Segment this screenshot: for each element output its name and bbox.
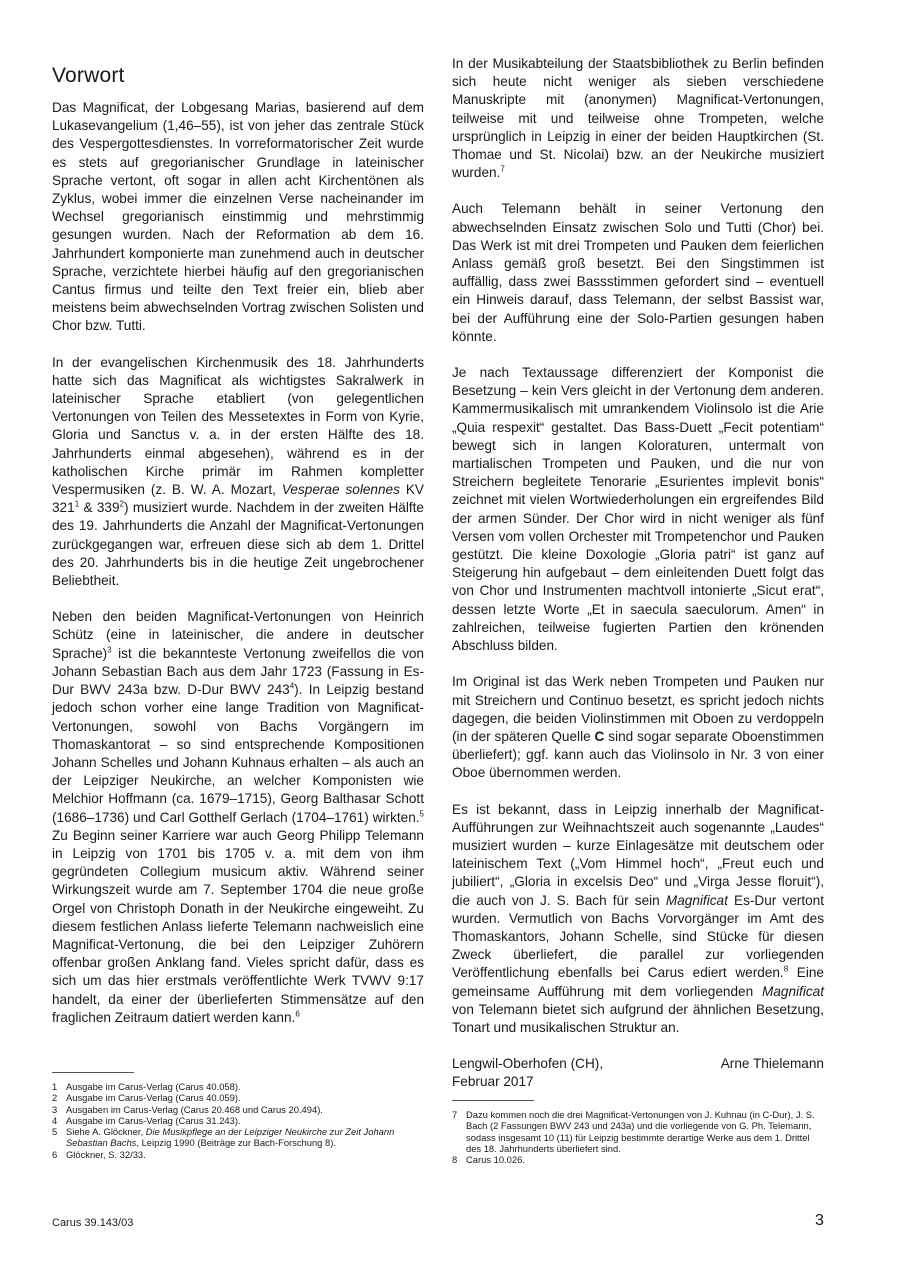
paragraph-1: Das Magnificat, der Lobgesang Marias, basierend auf dem Lukasevangelium (1,46–55), ist von jeher das zentrale Stück des Vespergottesdienstes. In vorreformatorischer Zeit wurde es stets auf gregorianischer Grundlage in lateinischer Sprache vertont, oft sogar in allen acht Kirchentönen als Zyklus, wobei immer die einzelnen Verse nacheinander im Wechsel gregorianisch einstimmig und mehrstimmig gesungen wurden. Nach der Reformation ab dem 16. Jahrhundert komponierte man zunehmend auch in deutscher Sprache, verzichtete hierbei häufig auf den gregorianischen Cantus firmus und teilte den Text freier ein, blieb aber meistens beim abwechselnden Vortrag zwischen Solisten und Chor bzw. Tutti. — [52, 100, 424, 334]
paragraph-2: In der evangelischen Kirchenmusik des 18. Jahrhunderts hatte sich das Magnificat als wichtigstes Sakralwerk in lateinischer Sprache etabliert (von gelegentlichen Vertonungen von Teilen des Messetextes in Form von Kyrie, Gloria und Sanctus v. a. in der ersten Hälfte des 18. Jahrhunderts einmal abgesehen), während es in der katholischen Kirche primär im Rahmen kompletter Vespermusiken (z. B. W. A. Mozart, Vesperae solennes KV $321^1$ & $339^2$) musiziert wurde. Nachdem in der zweiten Hälfte des 19. Jahrhunderts die Anzahl der Magnificat-Vertonungen zurückgegangen war, erfreuen diese sich ab dem 1. Drittel des 20. Jahrhunderts bis in die heutige Zeit ungebrochener Beliebtheit. — [52, 354, 424, 589]
footnote-ref[interactable]: 2 — [119, 499, 124, 509]
footnote-divider-right — [452, 1100, 534, 1101]
signature-date: Februar 2017 — [452, 1074, 534, 1090]
footnote: 2 Ausgabe im Carus-Verlag (Carus 40.059). — [52, 1092, 241, 1104]
footnote-ref[interactable]: 8 — [783, 964, 789, 974]
footnote: 7 Dazu kommen noch die drei Magnificat-Vertonungen von J. Kuhnau (in C-Dur), J. S. Bach (2 Fassungen BWV 243 und 243a) und die vorliegende von G. Ph. Telemann, sodass insgesamt 10 (11) für Leipzig bestimmte derartige Werke aus dem 1. Drittel des 18. Jahrhunderts überliefert sind. — [452, 1109, 815, 1154]
paragraph-3: Neben den beiden Magnificat-Vertonungen von Heinrich Schütz (eine in lateinischer, die andere in deutscher Sprache)$^3$ ist die bekannteste Vertonung zweifellos die von Johann Sebastian Bach aus dem Jahr 1723 (Fassung in Es-Dur BWV 243a bzw. D-Dur BWV $243^4$). In Leipzig bestand jedoch schon vorher eine lange Tradition von Magnificat-Vertonungen, sowohl von Bachs Vorgängern im Thomaskantorat – so sind entsprechende Kompositionen Johann Schelles und Johann Kuhnaus erhalten – als auch an der Leipziger Neukirche, an welcher Komponisten wie Melchior Hoffmann (ca. 1679–1715), Georg Balthasar Schott (1686–1736) und Carl Gotthelf Gerlach (1704–1761) wirkten.$^5$ Zu Beginn seiner Karriere war auch Georg Philipp Telemann in Leipzig von 1701 bis 1705 v. a. mit dem von ihm gegründeten Collegium musicum aktiv. Während seiner Wirkungszeit wurde am 7. September 1704 die neue große Orgel von Christoph Donath in der Neukirche eingeweiht. Zu diesem festlichen Anlass lieferte Telemann nachweislich eine Magnificat-Vertonung, die bei den Leipziger Zuhörern offenbar großen Anklang fand. Vieles spricht dafür, dass es sich um das hier erstmals veröffentlichte Werk TVWV 9:17 handelt, da einer der überlieferten Stimmensätze auf den fraglichen Zeitraum datiert werden kann.$^6$ — [52, 609, 424, 1025]
footnote-ref[interactable]: 7 — [500, 164, 505, 174]
footnote-ref[interactable]: 3 — [107, 645, 112, 655]
footnote-divider-left — [52, 1072, 134, 1073]
footnote-ref[interactable]: 1 — [74, 499, 80, 509]
footnote: 8 Carus 10.026. — [452, 1154, 525, 1166]
footnote: 4 Ausgabe im Carus-Verlag (Carus 31.243). — [52, 1114, 241, 1126]
signature-place: Lengwil-Oberhofen (CH), — [452, 1056, 604, 1072]
paragraph-5: Auch Telemann behält in seiner Vertonung den abwechselnden Einsatz zwischen Solo und Tutti (Chor) bei. Das Werk ist mit drei Trompeten und Pauken dem feierlichen Anlass gemäß groß besetzt. Bei den Singstimmen ist auffällig, dass zwei Bassstimmen gefordert sind – eventuell ein Hinweis darauf, dass Telemann, der selbst Bassist war, bei der Aufführung eine der Solo-Partien gesungen haben könnte. — [452, 201, 824, 344]
signature-author: Arne Thielemann — [720, 1056, 824, 1072]
paragraph-8: Es ist bekannt, dass in Leipzig innerhalb der Magnificat-Aufführungen zur Weihnachtszeit auch sogenannte „Laudes“ musiziert wurden – kurze Einlagesätze mit deutschem oder lateinischem Text („Vom Himmel hoch“, „Freut euch und jubiliert“, „Gloria in excelsis Deo“ und „Virga Jesse floruit“), die auch von J. S. Bach für sein Magnificat Es-Dur vertont wurden. Vermutlich von Bachs Vorvorgänger im Amt des Thomaskantors, Johann Schelle, sind Stücke für diesen Zweck überliefert, die parallel zur vorliegenden Veröffentlichung ebenfalls bei Carus ediert werden.$^8$ Eine gemeinsame Aufführung mit dem vorliegenden Magnificat von Telemann bietet sich aufgrund der ähnlichen Besetzung, Tonart und musikalischen Struktur an. — [452, 801, 824, 1035]
footnote: 3 Ausgaben im Carus-Verlag (Carus 20.468 und Carus 20.494). — [52, 1103, 323, 1115]
footnote: 6 Glöckner, S. 32/33. — [52, 1148, 146, 1160]
paragraph-7: Im Original ist das Werk neben Trompeten und Pauken nur mit Streichern und Continuo besetzt, es spricht jedoch nichts dagegen, die beiden Violinstimmen mit Oboen zu verdoppeln (in der späteren Quelle C sind sogar separate Oboenstimmen überliefert); ggf. kann auch das Violinsolo in Nr. 3 von einer Oboe übernommen werden. — [452, 674, 824, 781]
footnote-ref[interactable]: 4 — [289, 681, 295, 691]
signature — [452, 1055, 824, 1073]
page-title: Vorwort — [52, 64, 125, 87]
footnotes-right — [452, 1109, 824, 1165]
paragraph-6: Je nach Textaussage differenziert der Komponist die Besetzung – kein Vers gleicht in der Vertonung dem anderen. Kammermusikalisch mit umrankendem Violinsolo ist die Arie „Quia respexit“ gestaltet. Das Bass-Duett „Fecit potentiam“ bewegt sich in langen Koloraturen, untermalt von martialischen Trompeten und Pauken, und die nur von Streichern begleitete Tenorarie „Esurientes implevit bonis“ zeichnet mit vielen Wortwiederholungen ein ergreifendes Bild der armen Sünder. Der Chor wird in nicht weniger als fünf Versen vom vollen Orchester mit Trompetenchor und Pauken gestützt. Die kleine Doxologie „Gloria patri“ ist ganz auf Steigerung hin aufgebaut – dem einleitenden Duett folgt das von Chor und Instrumenten machtvoll intonierte „Sicut erat“, dessen letzte Worte „Et in saecula saeculorum. Amen“ in zahlreichen, teilweise fugierten Partien den krönenden Abschluss bilden. — [452, 365, 824, 654]
paragraph-4: In der Musikabteilung der Staatsbibliothek zu Berlin befinden sich heute nicht weniger als sieben verschiedene Manuskripte mit (anonymen) Magnificat-Vertonungen, teilweise mit und teilweise ohne Trompeten, welche ursprünglich in Leipzig in einer der beiden Hauptkirchen (St. Thomae und St. Nicolai) bzw. an der Neukirche musiziert wurden.$^7$ — [452, 56, 824, 181]
page-number: 3 — [815, 1212, 824, 1229]
footnotes-left — [52, 1081, 424, 1160]
footnote-ref[interactable]: 6 — [295, 1009, 300, 1019]
footnote: 1 Ausgabe im Carus-Verlag (Carus 40.058). — [52, 1081, 241, 1092]
left-column — [52, 55, 424, 1045]
footnote-ref[interactable]: 5 — [419, 808, 424, 818]
footnote: 5 Siehe A. Glöckner, Die Musikpflege an der Leipziger Neukirche zur Zeit Johann Sebastian Bachs, Leipzig 1990 (Beiträge zur Bach-Forschung 8). — [52, 1126, 395, 1149]
right-column — [452, 55, 824, 1092]
catalog-number: Carus 39.143/03 — [52, 1217, 134, 1229]
